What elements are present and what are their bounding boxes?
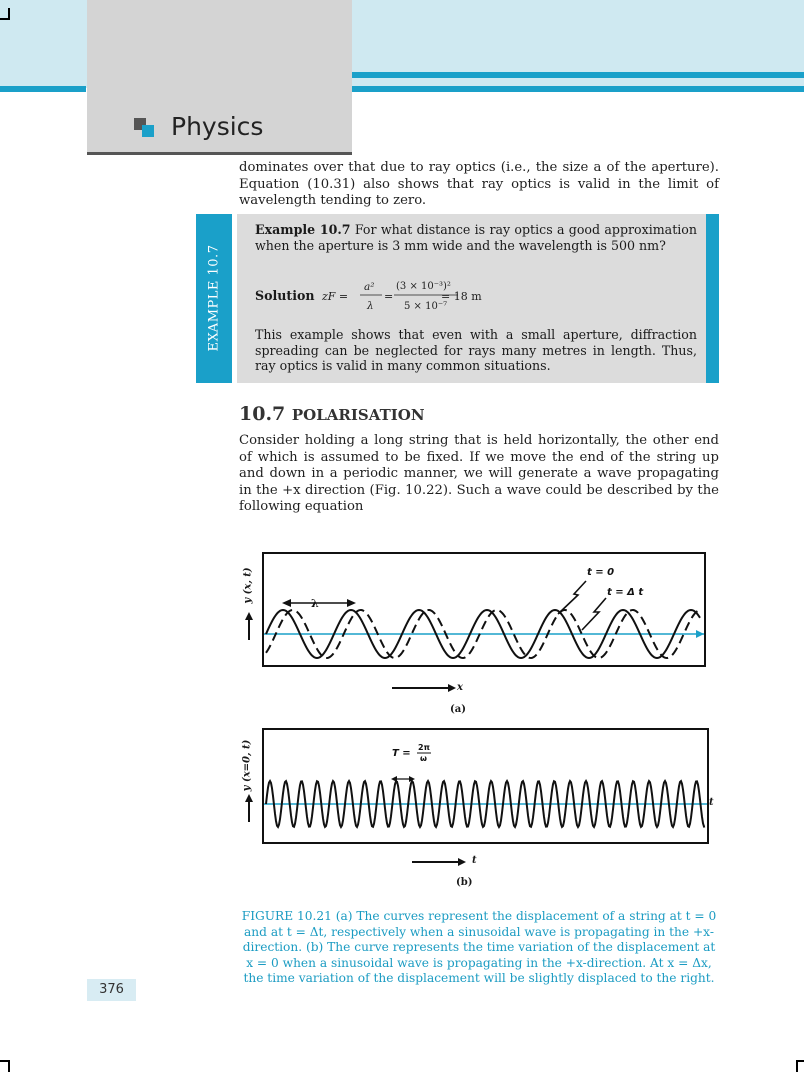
- intro-line: Equation (10.31) also shows that ray optics is valid in the limit of: [239, 176, 719, 192]
- header-rule-right: [352, 86, 804, 92]
- intro-line: dominates over that due to ray optics (i.e., the size a of the aperture).: [239, 160, 719, 175]
- panel-a-tag: (a): [450, 704, 466, 715]
- intro-paragraph: [239, 160, 719, 210]
- panel-a-xarrow-icon: [392, 682, 462, 694]
- formula-num1: a²: [364, 281, 375, 293]
- panel-b-yarrow-icon: [243, 794, 255, 824]
- example-conclusion: This example shows that even with a small aperture, diffraction spreading can be neglected for rays many metres in length. Thus, ray optics is valid in many common situations.: [255, 327, 697, 373]
- panel-b-right-label: t: [709, 797, 714, 808]
- panel-a-xlabel: x: [457, 682, 463, 693]
- crop-mark-icon: [0, 8, 10, 20]
- formula-lhs: zF =: [322, 290, 349, 303]
- formula-den1: λ: [367, 300, 374, 312]
- panel-a-ylabel: y (x, t): [242, 567, 254, 604]
- example-tab-label: EXAMPLE 10.7: [206, 244, 222, 352]
- formula-result: = 18 m: [441, 290, 482, 303]
- lambda-label: λ: [311, 597, 319, 610]
- header-rule-left: [0, 86, 86, 92]
- figure-panel-b: [262, 728, 709, 844]
- crop-mark-icon: [0, 1060, 10, 1072]
- t0-label: t = 0: [587, 567, 615, 578]
- panel-b-ylabel: y (x=0, t): [241, 739, 253, 792]
- example-tab: [196, 214, 232, 383]
- figure-caption: FIGURE 10.21 (a) The curves represent the displacement of a string at t = 0 and at t = Δt, respectively when a sinusoidal wave is propagating in the +x-direction. (b) The curve represents the time variation of the displacement at x = 0 when a sinusoidal wave is propagating in the +x-direction. At x = Δx, the time variation of the displacement will be slightly displaced to the right.: [241, 909, 717, 986]
- solution-formula: [320, 276, 490, 316]
- example-side-bar: [706, 214, 719, 383]
- panel-b-xarrow-icon: [412, 856, 472, 868]
- solution-label: Solution: [255, 288, 315, 303]
- section-number: 10.7: [239, 403, 286, 425]
- section-heading: [239, 403, 425, 425]
- period-label: T =: [392, 748, 411, 759]
- header-rule: [352, 72, 804, 78]
- header-square-accent-icon: [142, 125, 154, 137]
- crop-mark-icon: [796, 1060, 804, 1072]
- svg-text:=: =: [384, 290, 394, 303]
- tdt-label: t = Δ t: [607, 587, 644, 598]
- example-question: [255, 222, 697, 253]
- formula-den2: 5 × 10⁻⁷: [404, 301, 448, 312]
- page-number: 376: [87, 979, 136, 1001]
- section-title: POLARISATION: [291, 406, 425, 424]
- figure-panel-a: [262, 552, 706, 667]
- intro-line: wavelength tending to zero.: [239, 193, 427, 208]
- period-num: 2π: [418, 743, 430, 752]
- panel-b-xlabel: t: [472, 855, 477, 866]
- subject-title: Physics: [171, 112, 264, 141]
- section-body: Consider holding a long string that is held horizontally, the other end of which is assumed to be fixed. If we move the end of the string up and down in a periodic manner, we will generate a wave propagating in the +x direction (Fig. 10.22). Such a wave could be described by the following equation: [239, 433, 719, 514]
- panel-b-tag: (b): [456, 877, 473, 888]
- example-heading: Example 10.7: [255, 222, 351, 237]
- period-den: ω: [420, 754, 427, 763]
- example-question-text: For what distance is ray optics a good approximation when the aperture is 3 mm wide and the wavelength is 500 nm?: [255, 222, 697, 253]
- panel-a-yarrow-icon: [243, 612, 255, 642]
- formula-num2: (3 × 10⁻³)²: [396, 281, 451, 292]
